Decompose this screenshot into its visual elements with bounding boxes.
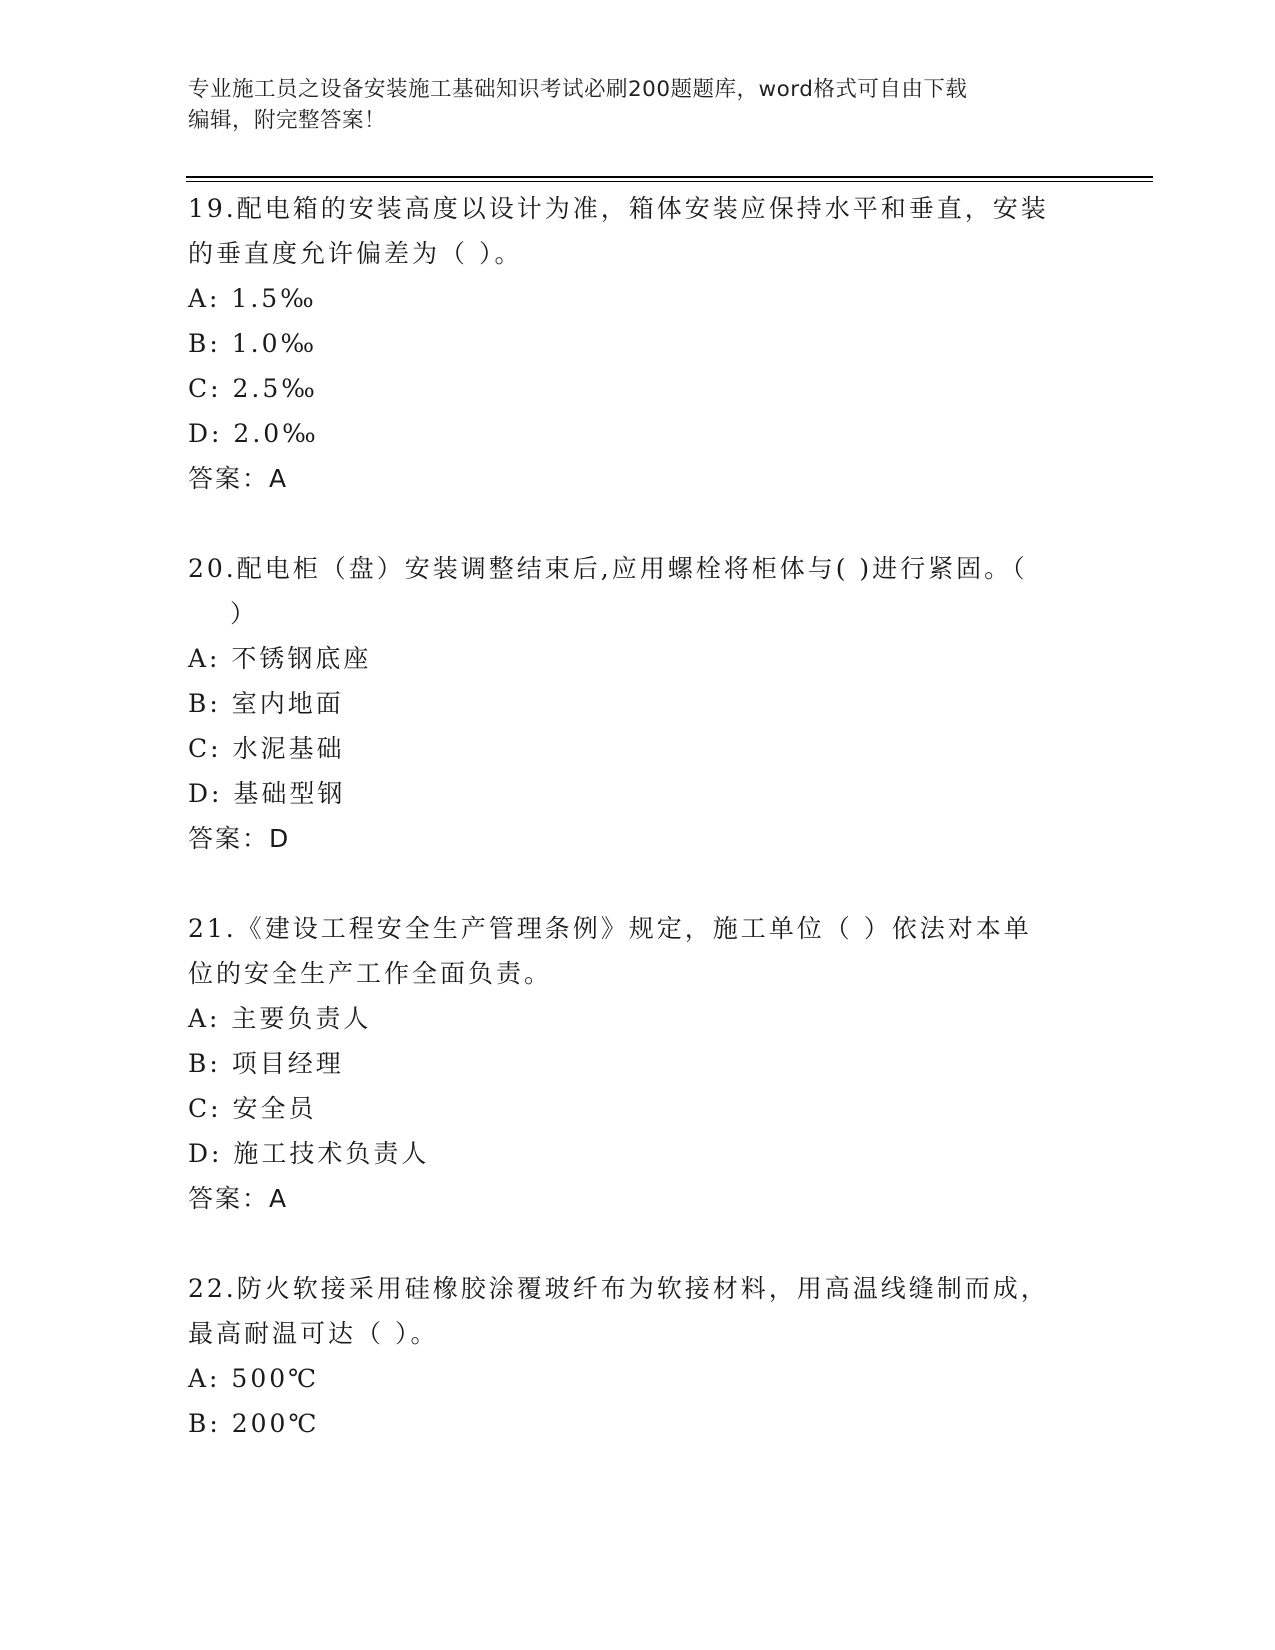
question-stem-line-1: 22.防火软接采用硅橡胶涂覆玻纤布为软接材料，用高温线缝制而成， bbox=[188, 1274, 1049, 1303]
answer-label: 答案：A bbox=[188, 464, 289, 493]
document-header bbox=[188, 74, 1068, 136]
header-line-2: 编辑，附完整答案！ bbox=[188, 108, 387, 133]
question-19 bbox=[188, 186, 1088, 501]
option-b: B: 1.0‰ bbox=[188, 329, 318, 358]
question-stem-line-2: 最高耐温可达（ ）。 bbox=[188, 1319, 439, 1348]
question-stem-line-1: 20.配电柜（盘）安装调整结束后,应用螺栓将柜体与( )进行紧固。（ bbox=[188, 554, 1028, 583]
option-a: A: 1.5‰ bbox=[188, 284, 317, 313]
option-c: C: 2.5‰ bbox=[188, 374, 318, 403]
option-a: A: 主要负责人 bbox=[188, 1004, 372, 1033]
answer-label: 答案：D bbox=[188, 824, 291, 853]
option-d: D: 基础型钢 bbox=[188, 779, 346, 808]
option-a: A: 不锈钢底座 bbox=[188, 644, 372, 673]
question-21 bbox=[188, 906, 1088, 1221]
option-d: D: 2.0‰ bbox=[188, 419, 319, 448]
option-d: D: 施工技术负责人 bbox=[188, 1139, 430, 1168]
question-stem-line-1: 19.配电箱的安装高度以设计为准，箱体安装应保持水平和垂直，安装 bbox=[188, 194, 1049, 223]
answer-label: 答案：A bbox=[188, 1184, 289, 1213]
question-22 bbox=[188, 1266, 1088, 1446]
header-line-1: 专业施工员之设备安装施工基础知识考试必刷200题题库，word格式可自由下载 bbox=[188, 77, 968, 102]
option-a: A: 500℃ bbox=[188, 1364, 320, 1393]
header-divider-thick bbox=[186, 176, 1153, 178]
question-20 bbox=[188, 546, 1088, 861]
question-stem-line-1: 21.《建设工程安全生产管理条例》规定，施工单位（ ）依法对本单 bbox=[188, 914, 1032, 943]
question-stem-line-2: ） bbox=[230, 599, 259, 628]
option-b: B: 项目经理 bbox=[188, 1049, 344, 1078]
option-b: B: 室内地面 bbox=[188, 689, 344, 718]
option-b: B: 200℃ bbox=[188, 1409, 320, 1438]
option-c: C: 水泥基础 bbox=[188, 734, 345, 763]
question-stem-line-2: 位的安全生产工作全面负责。 bbox=[188, 959, 553, 988]
header-divider-thin bbox=[186, 181, 1153, 182]
option-c: C: 安全员 bbox=[188, 1094, 317, 1123]
question-stem-line-2: 的垂直度允许偏差为（ ）。 bbox=[188, 239, 523, 268]
